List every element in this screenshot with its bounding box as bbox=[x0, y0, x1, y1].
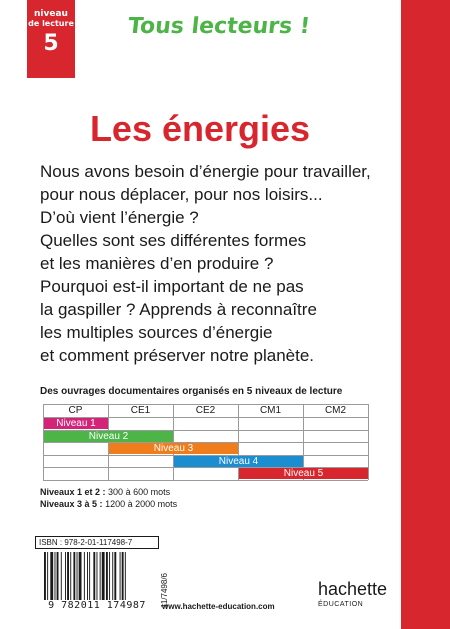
barcode-bar bbox=[122, 552, 124, 600]
back-cover-blurb bbox=[40, 160, 398, 367]
publisher-name: hachette bbox=[318, 579, 388, 599]
level-bar: Niveau 1 bbox=[44, 418, 108, 429]
isbn-label: ISBN : 978-2-01-117498-7 bbox=[35, 536, 159, 549]
barcode-bar bbox=[112, 552, 113, 600]
blurb-line: D’où vient l’énergie ? bbox=[40, 208, 199, 227]
publisher-website: www.hachette-education.com bbox=[162, 602, 275, 611]
barcode-bar bbox=[84, 552, 85, 600]
barcode-bar bbox=[44, 552, 46, 600]
barcode-bar bbox=[57, 552, 59, 600]
grade-label: CE2 bbox=[195, 405, 216, 416]
grade-label: CP bbox=[68, 405, 83, 416]
reading-level-badge bbox=[27, 0, 75, 78]
word-count-value: 1200 à 2000 mots bbox=[105, 499, 178, 509]
grid-line bbox=[368, 404, 369, 480]
barcode-bar bbox=[70, 552, 71, 600]
blurb-line: Pourquoi est-il important de ne pas bbox=[40, 277, 304, 296]
barcode-icon bbox=[43, 552, 157, 600]
barcode-bar bbox=[55, 552, 56, 600]
blurb-line: et les manières d’en produire ? bbox=[40, 254, 274, 273]
grade-label: CE1 bbox=[130, 405, 151, 416]
word-count-line bbox=[40, 487, 340, 497]
series-title: Tous lecteurs ! bbox=[126, 14, 312, 39]
level-bar: Niveau 4 bbox=[174, 456, 303, 467]
barcode-bar bbox=[114, 552, 116, 600]
barcode-bar bbox=[77, 552, 78, 600]
word-count-value: 300 à 600 mots bbox=[108, 487, 171, 497]
level-bar: Niveau 3 bbox=[109, 443, 238, 454]
badge-line2: de lecture bbox=[28, 19, 74, 28]
grid-line bbox=[43, 480, 368, 481]
barcode-bar bbox=[89, 552, 90, 600]
barcode-bar bbox=[120, 552, 121, 600]
barcode-bar bbox=[97, 552, 98, 600]
level-bar: Niveau 5 bbox=[239, 468, 368, 479]
barcode-bar bbox=[100, 552, 101, 600]
barcode-bar bbox=[79, 552, 82, 600]
word-count-line bbox=[40, 499, 340, 509]
barcode-bar bbox=[61, 552, 62, 600]
publisher-subname: ÉDUCATION bbox=[318, 601, 364, 608]
red-spine-band bbox=[401, 0, 450, 629]
blurb-line: et comment préserver notre planète. bbox=[40, 346, 315, 365]
word-count-label: Niveaux 3 à 5 : bbox=[40, 499, 103, 509]
blurb-line: la gaspiller ? Apprends à reconnaître bbox=[40, 300, 317, 319]
book-title: Les énergies bbox=[89, 108, 311, 149]
word-count-label: Niveaux 1 et 2 : bbox=[40, 487, 106, 497]
blurb-line: Quelles sont ses différentes formes bbox=[40, 231, 307, 250]
badge-number: 5 bbox=[43, 31, 59, 56]
grade-label: CM1 bbox=[259, 405, 282, 416]
barcode-bar bbox=[125, 552, 126, 600]
barcode-bar bbox=[67, 552, 69, 600]
level-bar: Niveau 2 bbox=[44, 431, 173, 442]
barcode-bar bbox=[65, 552, 66, 600]
publisher-logo bbox=[318, 580, 388, 609]
barcode-bar bbox=[87, 552, 88, 600]
barcode-bar bbox=[93, 552, 95, 600]
badge-line1: niveau bbox=[34, 9, 68, 19]
blurb-line: les multiples sources d’énergie bbox=[40, 323, 273, 342]
grade-label: CM2 bbox=[324, 405, 347, 416]
levels-caption: Des ouvrages documentaires organisés en 5 niveaux de lecture bbox=[40, 386, 343, 397]
barcode-bar bbox=[73, 552, 75, 600]
barcode-bar bbox=[50, 552, 53, 600]
barcode-bar bbox=[106, 552, 108, 600]
barcode-bar bbox=[102, 552, 105, 600]
barcode-bar bbox=[47, 552, 48, 600]
barcode-number: 9 782011 174987 bbox=[48, 600, 146, 611]
reading-levels-grid bbox=[43, 404, 368, 480]
vertical-product-code: 11/7498/6 bbox=[160, 573, 169, 608]
blurb-line: Nous avons besoin d’énergie pour travailler, bbox=[40, 162, 371, 181]
barcode-bar bbox=[109, 552, 110, 600]
blurb-line: pour nous déplacer, pour nos loisirs... bbox=[40, 185, 323, 204]
